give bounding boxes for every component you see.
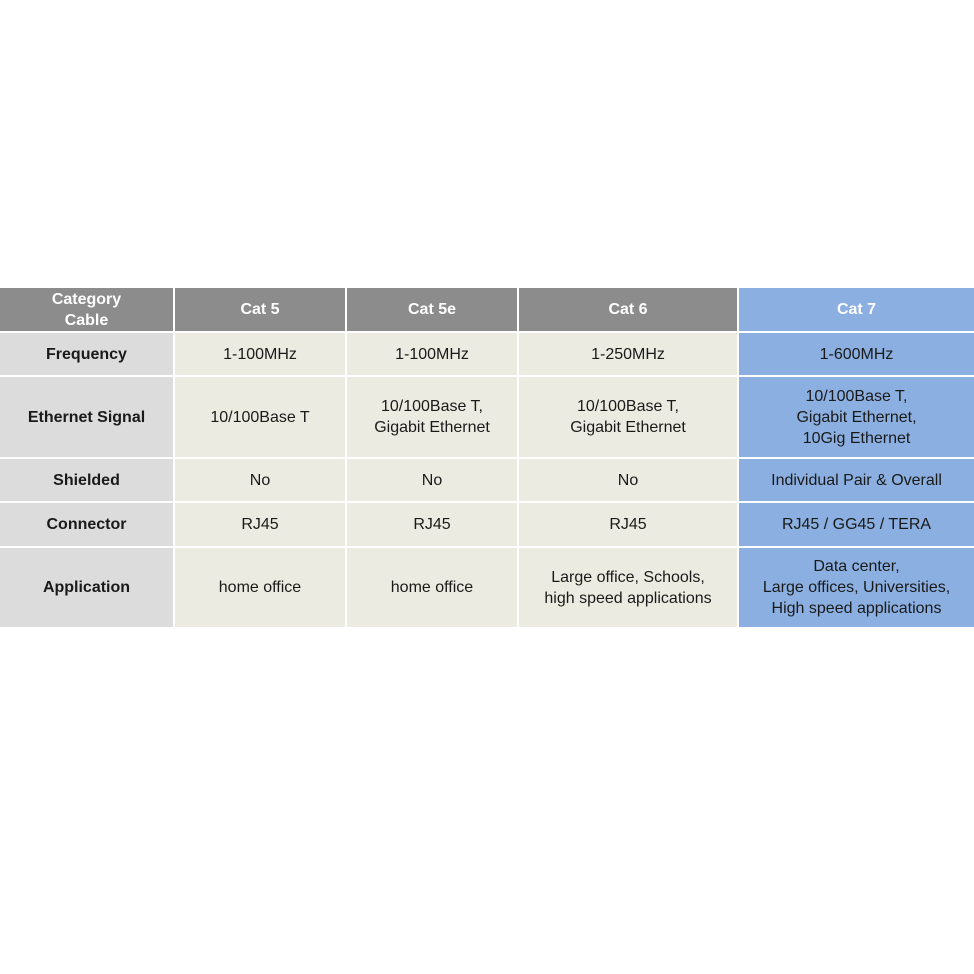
table-cell: RJ45 — [346, 502, 518, 547]
row-label-application: Application — [0, 547, 174, 627]
table-cell: Large office, Schools, high speed applications — [518, 547, 738, 627]
table-cell: RJ45 — [518, 502, 738, 547]
table-row-ethernet-signal — [0, 376, 974, 458]
table-row-frequency — [0, 332, 974, 376]
table-cell: 1-100MHz — [346, 332, 518, 376]
column-header-cat7: Cat 7 — [738, 288, 974, 332]
table-row-shielded — [0, 458, 974, 502]
table-cell-highlight: Individual Pair & Overall — [738, 458, 974, 502]
table-cell: 1-100MHz — [174, 332, 346, 376]
table-cell: No — [174, 458, 346, 502]
table-row-application — [0, 547, 974, 627]
table-cell: home office — [346, 547, 518, 627]
corner-header-category-cable: Category Cable — [0, 288, 174, 332]
table-cell-highlight: 10/100Base T, Gigabit Ethernet, 10Gig Ethernet — [738, 376, 974, 458]
column-header-cat6: Cat 6 — [518, 288, 738, 332]
column-header-cat5: Cat 5 — [174, 288, 346, 332]
column-header-cat5e: Cat 5e — [346, 288, 518, 332]
table-row-connector — [0, 502, 974, 547]
table-cell: 10/100Base T, Gigabit Ethernet — [518, 376, 738, 458]
table-cell: No — [518, 458, 738, 502]
row-label-connector: Connector — [0, 502, 174, 547]
row-label-ethernet-signal: Ethernet Signal — [0, 376, 174, 458]
table-cell-highlight: 1-600MHz — [738, 332, 974, 376]
table-header-row — [0, 288, 974, 332]
cable-comparison-table — [0, 288, 974, 627]
table-cell: RJ45 — [174, 502, 346, 547]
table-cell: 10/100Base T — [174, 376, 346, 458]
table-cell-highlight: Data center, Large offices, Universities, High speed applications — [738, 547, 974, 627]
table-cell: 1-250MHz — [518, 332, 738, 376]
table-cell: 10/100Base T, Gigabit Ethernet — [346, 376, 518, 458]
table-cell: home office — [174, 547, 346, 627]
table-cell-highlight: RJ45 / GG45 / TERA — [738, 502, 974, 547]
table-cell: No — [346, 458, 518, 502]
row-label-frequency: Frequency — [0, 332, 174, 376]
row-label-shielded: Shielded — [0, 458, 174, 502]
